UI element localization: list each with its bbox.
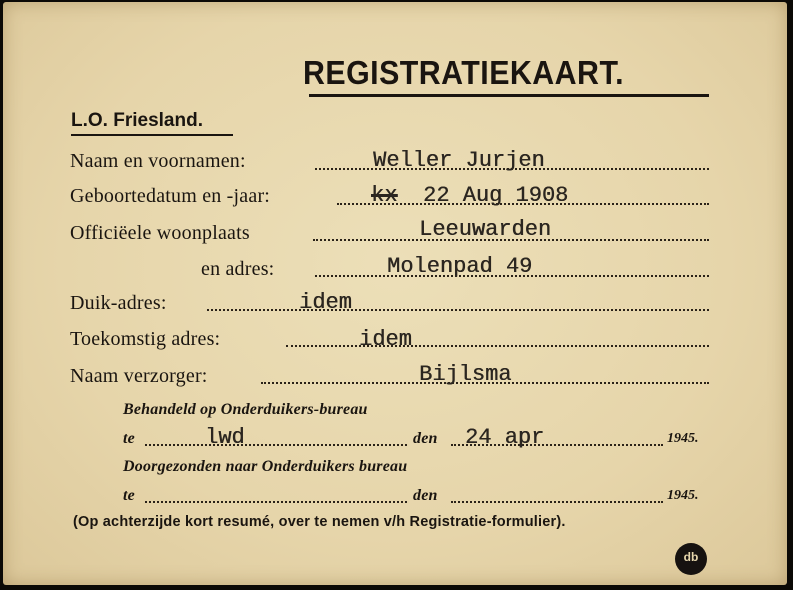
forwarded-den-line bbox=[451, 500, 663, 503]
registration-card bbox=[3, 2, 787, 585]
caretaker-label: Naam verzorger: bbox=[70, 365, 208, 387]
forwarded-den-label: den bbox=[413, 487, 438, 504]
organisation-heading: L.O. Friesland. bbox=[71, 110, 203, 131]
birthdate-value: 22 Aug 1908 bbox=[423, 183, 569, 208]
future-address-label: Toekomstig adres: bbox=[70, 328, 221, 350]
residence-value: Leeuwarden bbox=[419, 217, 552, 242]
birthdate-label: Geboortedatum en -jaar: bbox=[70, 185, 271, 207]
future-address-value: idem bbox=[359, 327, 412, 352]
handled-heading: Behandeld op Onderduikers-bureau bbox=[123, 401, 368, 418]
caretaker-value: Bijlsma bbox=[419, 362, 512, 387]
residence-label: Officiëele woonplaats bbox=[70, 222, 250, 244]
card-title: REGISTRATIEKAART. bbox=[303, 54, 624, 91]
handled-te-value: lwd bbox=[205, 425, 245, 450]
forwarded-heading: Doorgezonden naar Onderduikers bureau bbox=[123, 458, 408, 475]
handled-year: 1945. bbox=[667, 431, 699, 446]
address-label: en adres: bbox=[201, 258, 275, 280]
handled-te-line bbox=[145, 443, 407, 446]
printer-logo: db bbox=[675, 543, 707, 575]
handled-te-label: te bbox=[123, 430, 135, 447]
name-label: Naam en voornamen: bbox=[70, 150, 246, 172]
future-address-line bbox=[286, 344, 709, 347]
birthdate-struck-text: kx bbox=[371, 183, 398, 208]
address-value: Molenpad 49 bbox=[387, 254, 533, 279]
footer-note: (Op achterzijde kort resumé, over te nemen v/h Registratie-formulier). bbox=[73, 514, 566, 530]
title-underline bbox=[309, 94, 709, 97]
forwarded-year: 1945. bbox=[667, 488, 699, 503]
handled-den-value: 24 apr bbox=[465, 425, 545, 450]
name-value: Weller Jurjen bbox=[373, 148, 545, 173]
hiding-address-line bbox=[207, 308, 709, 311]
forwarded-te-line bbox=[145, 500, 407, 503]
hiding-address-value: idem bbox=[299, 290, 352, 315]
handled-den-label: den bbox=[413, 430, 438, 447]
forwarded-te-label: te bbox=[123, 487, 135, 504]
hiding-address-label: Duik-adres: bbox=[70, 292, 167, 314]
organisation-underline bbox=[71, 134, 233, 136]
